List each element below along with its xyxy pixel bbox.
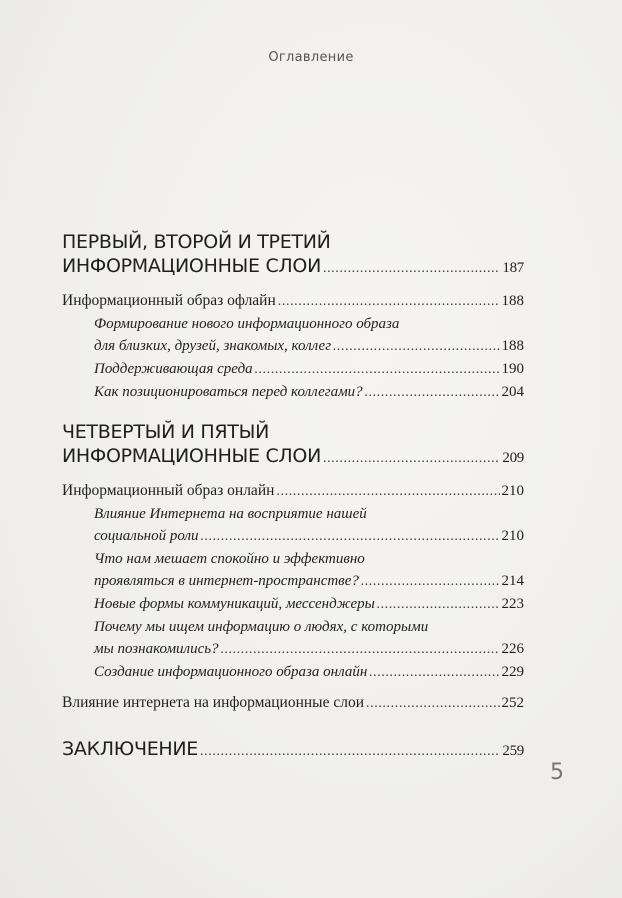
toc-sub-line1: Влияние Интернета на восприятие нашей xyxy=(94,506,367,522)
toc-page-number: 210 xyxy=(501,483,524,499)
toc-part-2-line1: ЧЕТВЕРТЫЙ И ПЯТЫЙ xyxy=(62,421,269,443)
toc-part-2[interactable] xyxy=(62,420,524,471)
running-header: Оглавление xyxy=(268,50,354,65)
toc-page-number: 229 xyxy=(501,664,524,680)
toc-page-number: 188 xyxy=(501,293,524,309)
toc-sub-create-online[interactable] xyxy=(62,661,524,684)
dot-leader xyxy=(278,291,500,313)
dot-leader xyxy=(255,359,500,381)
toc-page-number: 210 xyxy=(501,528,524,544)
toc-sub-what-stops-us[interactable] xyxy=(62,548,524,593)
dot-leader xyxy=(276,481,499,503)
table-of-contents xyxy=(62,230,524,764)
toc-sub-new-image[interactable] xyxy=(62,313,524,358)
toc-sub-title: Как позиционироваться перед коллегами? xyxy=(94,384,363,400)
toc-page-number: 226 xyxy=(501,641,524,657)
dot-leader xyxy=(221,639,500,661)
dot-leader xyxy=(323,257,500,281)
dot-leader xyxy=(323,447,500,471)
toc-part-2-line2: ИНФОРМАЦИОННЫЕ СЛОИ xyxy=(62,445,321,467)
toc-sub-title: Поддерживающая среда xyxy=(94,361,253,377)
toc-chapter-title: Информационный образ офлайн xyxy=(62,292,276,309)
toc-chapter-title: Влияние интернета на информационные слои xyxy=(62,694,365,711)
toc-page-number: 190 xyxy=(501,361,524,377)
toc-sub-colleagues[interactable] xyxy=(62,381,524,404)
toc-sub-line2: мы познакомились? xyxy=(94,641,219,657)
toc-sub-line2: социальной роли xyxy=(94,528,199,544)
toc-sub-line2: проявляться в интернет-пространстве? xyxy=(94,573,359,589)
toc-part-2-page: 209 xyxy=(502,450,524,466)
dot-leader xyxy=(361,571,500,593)
toc-chapter-internet-layers[interactable] xyxy=(62,692,524,715)
dot-leader xyxy=(369,662,499,684)
toc-conclusion-title: ЗАКЛЮЧЕНИЕ xyxy=(62,738,199,760)
toc-page-number: 252 xyxy=(501,695,524,711)
toc-page-number: 188 xyxy=(501,338,524,354)
toc-page-number: 223 xyxy=(501,596,524,612)
dot-leader xyxy=(365,382,500,404)
toc-sub-support-env[interactable] xyxy=(62,358,524,381)
toc-part-1[interactable] xyxy=(62,230,524,281)
toc-conclusion[interactable] xyxy=(62,737,524,764)
toc-part-1-line1: ПЕРВЫЙ, ВТОРОЙ И ТРЕТИЙ xyxy=(62,231,331,253)
dot-leader xyxy=(333,336,499,358)
toc-conclusion-page: 259 xyxy=(502,743,524,759)
toc-sub-title: Создание информационного образа онлайн xyxy=(94,664,368,680)
page-number: 5 xyxy=(550,760,564,785)
toc-sub-line1: Формирование нового информационного образа xyxy=(94,316,400,332)
toc-chapter-online[interactable] xyxy=(62,480,524,503)
toc-part-1-line2: ИНФОРМАЦИОННЫЕ СЛОИ xyxy=(62,255,321,277)
toc-chapter-offline[interactable] xyxy=(62,290,524,313)
dot-leader xyxy=(200,740,500,764)
toc-sub-title: Новые формы коммуникаций, мессенджеры xyxy=(94,596,375,612)
dot-leader xyxy=(377,594,500,616)
toc-page-number: 214 xyxy=(501,573,524,589)
toc-sub-line1: Почему мы ищем информацию о людях, с которыми xyxy=(94,619,429,635)
toc-sub-messengers[interactable] xyxy=(62,593,524,616)
toc-sub-line1: Что нам мешает спокойно и эффективно xyxy=(94,551,365,567)
toc-page-number: 204 xyxy=(501,384,524,400)
toc-part-1-page: 187 xyxy=(502,260,524,276)
toc-sub-line2: для близких, друзей, знакомых, коллег xyxy=(94,338,332,354)
toc-chapter-title: Информационный образ онлайн xyxy=(62,482,275,499)
dot-leader xyxy=(366,693,499,715)
toc-sub-why-search[interactable] xyxy=(62,616,524,661)
toc-sub-internet-influence[interactable] xyxy=(62,503,524,548)
dot-leader xyxy=(201,526,500,548)
